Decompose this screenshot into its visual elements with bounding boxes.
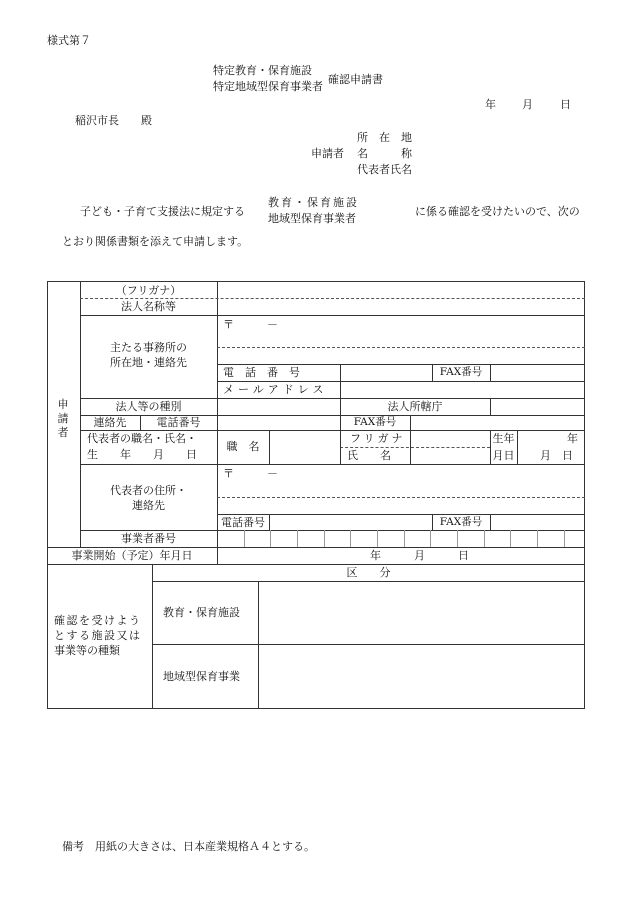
birth-label-2: 月日	[492, 449, 515, 462]
title-suffix: 確認申請書	[328, 73, 383, 86]
applicant-location-label: 所 在 地	[357, 131, 412, 144]
birth-month-day: 月 日	[540, 449, 573, 462]
start-date-value: 年 月 日	[370, 549, 469, 562]
rep-label-2: 生 年 月 日	[87, 448, 197, 461]
title-line1: 特定教育・保育施設	[213, 64, 312, 77]
category-education-facility: 教育・保育施設	[163, 606, 240, 619]
birth-label-1: 生年	[492, 432, 515, 445]
corp-name-label: 法人名称等	[121, 300, 176, 313]
category-community-childcare: 地域型保育事業	[163, 670, 240, 683]
applicant-side-label: 申請者	[57, 398, 69, 439]
body-post: に係る確認を受けたいので、次の	[415, 205, 580, 218]
start-date-label: 事業開始（予定）年月日	[71, 549, 193, 562]
note: 備考 用紙の大きさは、日本産業規格Ａ４とする。	[62, 840, 315, 853]
category-header: 区 分	[346, 566, 391, 579]
rep-name-label: 氏 名	[347, 449, 391, 462]
rep-addr-label-2: 連絡先	[132, 499, 165, 512]
form-number: 様式第７	[47, 34, 91, 47]
birth-year: 年	[567, 432, 578, 445]
corp-authority-label: 法人所轄庁	[387, 400, 443, 413]
body-option1: 教育・保育施設	[268, 196, 359, 209]
body-line2: とおり関係書類を添えて申請します。	[62, 235, 249, 248]
applicant-name-label: 名 称	[357, 147, 412, 160]
rep-furigana-label: フリガナ	[350, 432, 406, 445]
title-line2: 特定地域型保育事業者	[213, 80, 323, 93]
rep-addr-label-1: 代表者の住所・	[110, 484, 187, 497]
contact-fax-label: FAX番号	[353, 416, 397, 428]
email-label: メールアドレス	[223, 383, 328, 396]
office-tel-label: 電 話 番 号	[223, 366, 300, 379]
kind-label-2: とする施設又は	[54, 629, 142, 642]
date-month: 月	[522, 98, 533, 111]
date-year: 年	[485, 98, 496, 111]
rep-fax-label: FAX番号	[439, 516, 483, 528]
rep-postal: 〒 －	[223, 467, 278, 480]
corp-type-label: 法人等の種別	[115, 400, 182, 413]
addressee: 稲沢市長 殿	[75, 114, 152, 127]
business-number-label: 事業者番号	[121, 532, 176, 545]
office-label-1: 主たる事務所の	[110, 341, 187, 354]
body-pre: 子ども・子育て支援法に規定する	[80, 205, 245, 218]
office-fax-label: FAX番号	[439, 366, 483, 378]
rep-tel-label: 電話番号	[221, 516, 265, 529]
contact-tel-label: 電話番号	[156, 416, 201, 429]
office-label-2: 所在地・連絡先	[110, 356, 187, 369]
applicant-rep-label: 代表者氏名	[357, 163, 412, 176]
position-label: 職 名	[226, 440, 260, 453]
applicant-label: 申請者	[311, 147, 344, 160]
office-postal: 〒 －	[223, 318, 278, 331]
body-option2: 地域型保育事業者	[268, 212, 356, 225]
contact-label: 連絡先	[93, 416, 127, 429]
rep-label-1: 代表者の職名・氏名・	[87, 432, 197, 445]
kind-label-3: 事業等の種類	[54, 644, 120, 657]
furigana-label: （フリガナ）	[115, 284, 182, 297]
kind-label-1: 確認を受けよう	[54, 614, 142, 627]
date-day: 日	[560, 98, 571, 111]
